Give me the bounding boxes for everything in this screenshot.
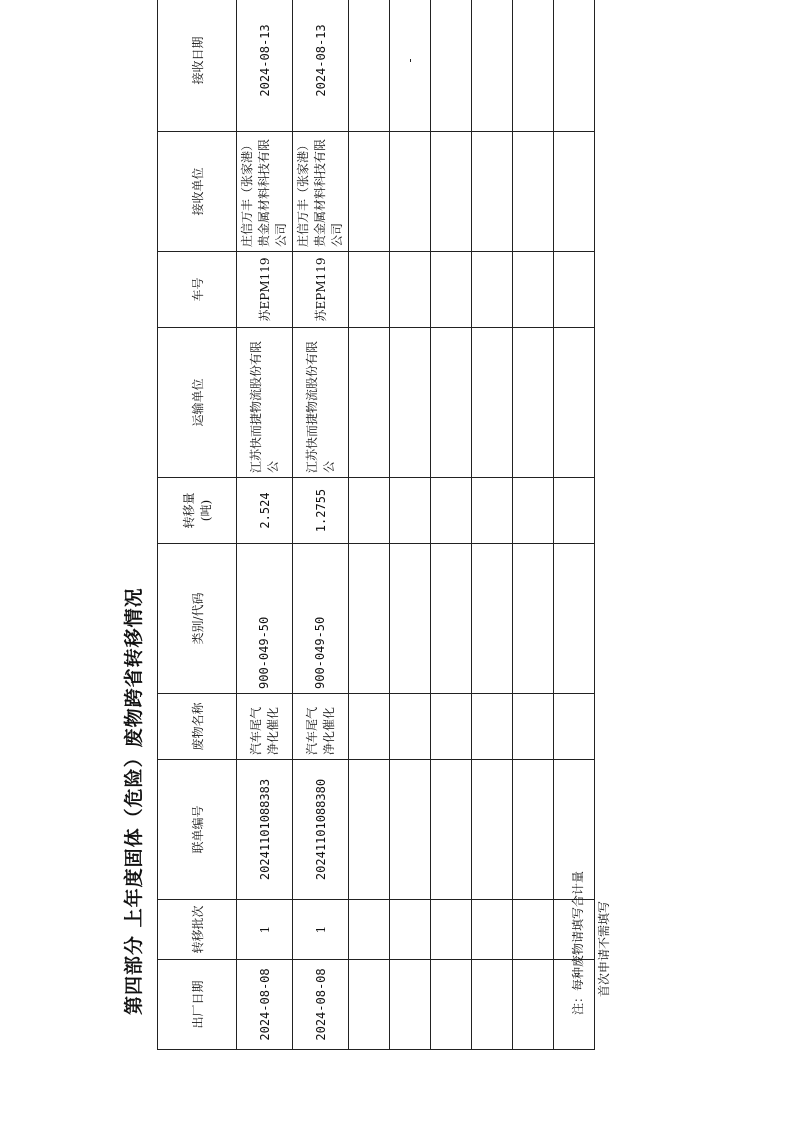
cell-manifest: 20241101088380 [293, 760, 349, 900]
header-plate: 车号 [158, 252, 237, 328]
cell-qty: 1.2755 [293, 478, 349, 544]
empty-cell [390, 694, 431, 760]
cell-manifest: 20241101088383 [237, 760, 293, 900]
empty-cell [349, 328, 390, 478]
empty-cell [513, 478, 554, 544]
empty-cell [472, 252, 513, 328]
footnotes [565, 415, 617, 1015]
header-carrier: 运输单位 [158, 328, 237, 478]
empty-cell [554, 132, 595, 252]
empty-cell [349, 0, 390, 132]
cell-receiver: 庄信万丰（张家港）贵金属材料科技有限公司 [237, 132, 293, 252]
cell-batch: 1 [293, 900, 349, 960]
header-waste-name: 废物名称 [158, 694, 237, 760]
table-row-empty [349, 0, 390, 1050]
empty-cell [472, 478, 513, 544]
empty-cell [513, 760, 554, 900]
note-line-2: 首次申请不需填写 [597, 900, 611, 997]
empty-cell [554, 252, 595, 328]
empty-cell [431, 900, 472, 960]
empty-cell [390, 252, 431, 328]
empty-cell [513, 0, 554, 132]
cell-plate: 苏EPM119 [293, 252, 349, 328]
cell-carrier: 江苏快而捷物流股份有限公 [293, 328, 349, 478]
empty-cell [472, 760, 513, 900]
empty-cell [513, 694, 554, 760]
empty-cell [472, 132, 513, 252]
empty-cell [390, 328, 431, 478]
cell-ship-date: 2024-08-08 [237, 960, 293, 1050]
empty-cell [431, 0, 472, 132]
header-receiver: 接收单位 [158, 132, 237, 252]
empty-cell [513, 900, 554, 960]
empty-cell [390, 132, 431, 252]
note-line-1: 注：每种废物请填写合计量 [571, 870, 585, 1015]
empty-cell [431, 478, 472, 544]
empty-cell [554, 0, 595, 132]
table-row-empty [472, 0, 513, 1050]
empty-cell [472, 544, 513, 694]
table-row-empty [390, 0, 431, 1050]
cell-code: 900-049-50 [237, 544, 293, 694]
header-ship-date: 出厂日期 [158, 960, 237, 1050]
table-row [237, 0, 293, 1050]
empty-cell [513, 544, 554, 694]
empty-cell [513, 132, 554, 252]
transfer-table [157, 0, 595, 1050]
cell-carrier: 江苏快而捷物流股份有限公 [237, 328, 293, 478]
empty-cell [390, 544, 431, 694]
empty-cell [513, 960, 554, 1050]
stray-mark: - [390, 0, 431, 132]
header-row [158, 0, 237, 1050]
header-batch: 转移批次 [158, 900, 237, 960]
empty-cell [349, 544, 390, 694]
empty-cell [349, 132, 390, 252]
empty-cell [349, 478, 390, 544]
empty-cell [390, 960, 431, 1050]
empty-cell [431, 328, 472, 478]
cell-plate: 苏EPM119 [237, 252, 293, 328]
empty-cell [472, 0, 513, 132]
empty-cell [431, 760, 472, 900]
table-row [293, 0, 349, 1050]
empty-cell [390, 760, 431, 900]
empty-cell [472, 960, 513, 1050]
empty-cell [513, 328, 554, 478]
empty-cell [431, 252, 472, 328]
header-qty: 转移量(吨) [158, 478, 237, 544]
header-code: 类别/代码 [158, 544, 237, 694]
empty-cell [349, 960, 390, 1050]
empty-cell [431, 132, 472, 252]
cell-qty: 2.524 [237, 478, 293, 544]
cell-recv-date: 2024-08-13 [293, 0, 349, 132]
cell-waste-name: 汽车尾气净化催化 [293, 694, 349, 760]
cell-code: 900-049-50 [293, 544, 349, 694]
empty-cell [513, 252, 554, 328]
empty-cell [390, 900, 431, 960]
header-recv-date: 接收日期 [158, 0, 237, 132]
table-row-empty [513, 0, 554, 1050]
empty-cell [431, 694, 472, 760]
empty-cell [349, 252, 390, 328]
empty-cell [472, 694, 513, 760]
table-row-empty [431, 0, 472, 1050]
empty-cell [349, 694, 390, 760]
cell-waste-name: 汽车尾气净化催化 [237, 694, 293, 760]
page-title: 第四部分 上年度固体（危险）废物跨省转移情况 [123, 587, 145, 1015]
empty-cell [472, 900, 513, 960]
empty-cell [390, 478, 431, 544]
cell-batch: 1 [237, 900, 293, 960]
empty-cell [472, 328, 513, 478]
empty-cell [349, 760, 390, 900]
empty-cell [349, 900, 390, 960]
empty-cell [431, 544, 472, 694]
cell-ship-date: 2024-08-08 [293, 960, 349, 1050]
cell-recv-date: 2024-08-13 [237, 0, 293, 132]
empty-cell [431, 960, 472, 1050]
header-manifest: 联单编号 [158, 760, 237, 900]
cell-receiver: 庄信万丰（张家港）贵金属材料科技有限公司 [293, 132, 349, 252]
